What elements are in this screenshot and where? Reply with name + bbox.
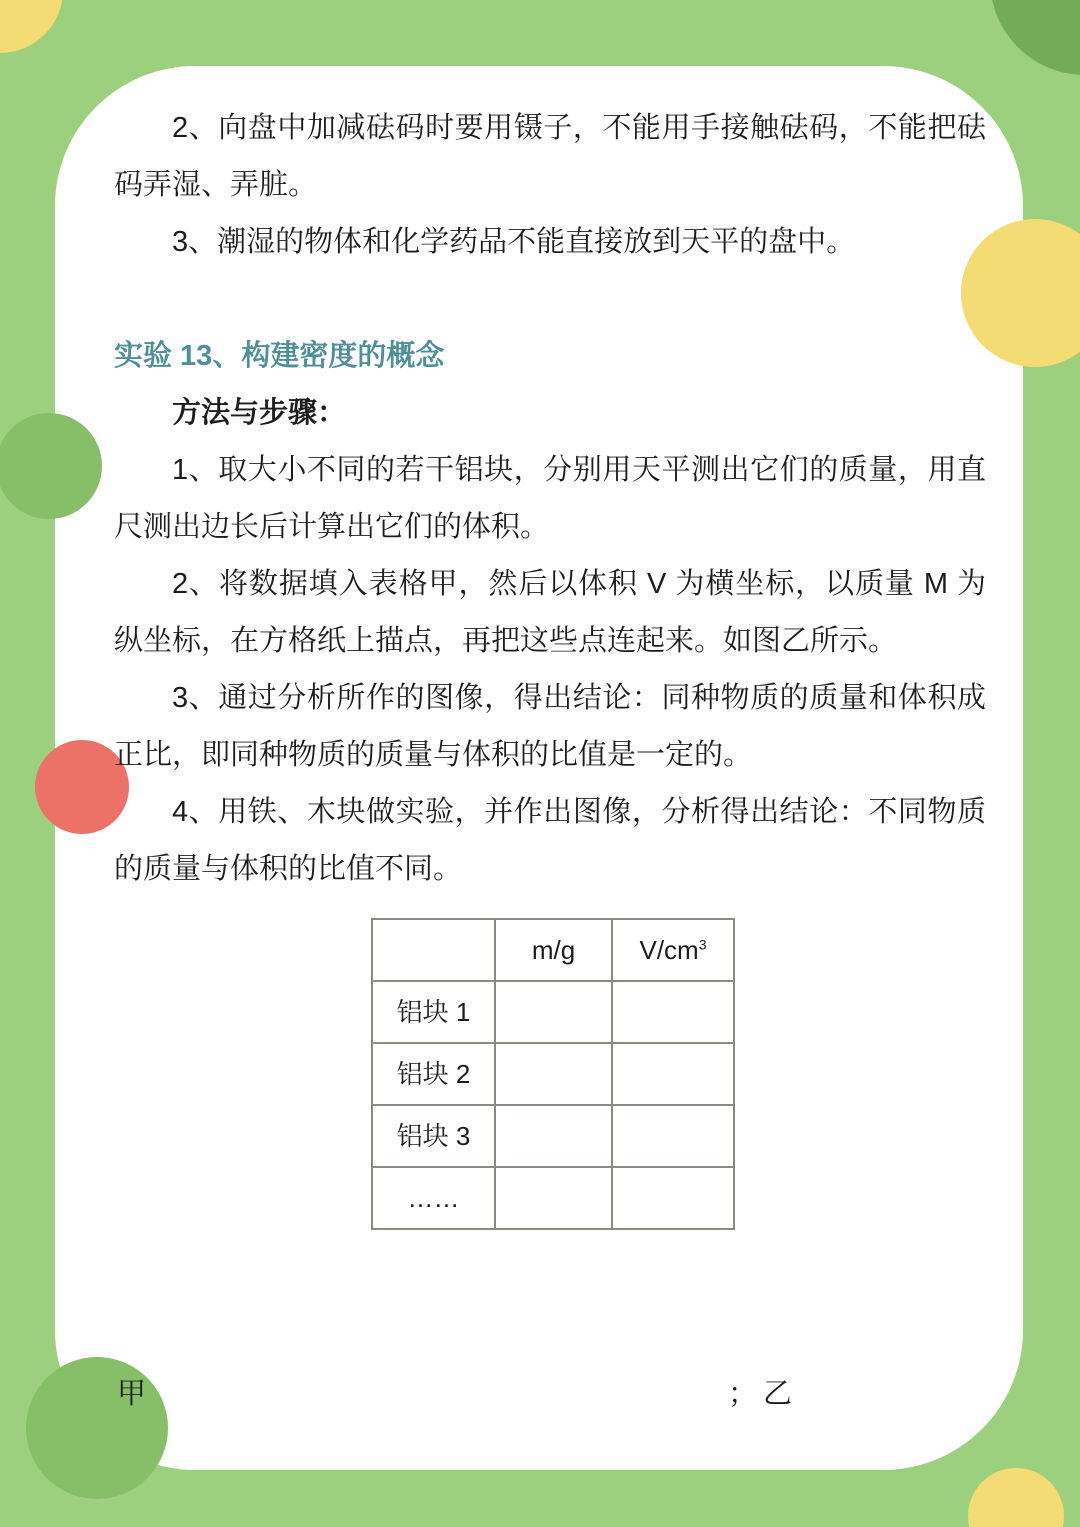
subheading-methods-steps: 方法与步骤： [172, 397, 347, 429]
decorative-circle-bottom-right-yellow [968, 1468, 1064, 1527]
table-row [372, 1105, 734, 1167]
table-row [372, 1043, 734, 1105]
column-header-volume-base: V/cm [639, 935, 699, 965]
paragraph-step-2: 2、将数据填入表格甲，然后以体积 V 为横坐标，以质量 M 为纵坐标，在方格纸上描点，再把这些点连起来。如图乙所示。 [114, 568, 986, 657]
data-table-jia [371, 918, 735, 1230]
empty-cell [612, 1105, 734, 1167]
experiment-13-heading: 实验 13、构建密度的概念 [114, 340, 445, 372]
row-label-aluminum-3: 铝块 3 [372, 1105, 495, 1167]
caption-label-jia: 甲 [117, 1378, 147, 1410]
paragraph-step-3: 3、通过分析所作的图像，得出结论：同种物质的质量和体积成正比，即同种物质的质量与体积的比值是一定的。 [114, 682, 986, 771]
table-row [372, 1167, 734, 1229]
document-content [114, 100, 986, 1423]
column-header-volume-exponent: 3 [698, 936, 707, 953]
empty-cell [612, 1043, 734, 1105]
caption-label-yi: 乙 [763, 1378, 793, 1410]
empty-cell [612, 981, 734, 1043]
decorative-circle-top-left-yellow [0, 0, 63, 53]
decorative-circle-top-right-green [990, 0, 1080, 75]
table-row [372, 981, 734, 1043]
paragraph-step-1: 1、取大小不同的若干铝块，分别用天平测出它们的质量，用直尺测出边长后计算出它们的体积。 [114, 454, 986, 543]
figure-caption-line [114, 1366, 986, 1423]
table-header-row [372, 919, 734, 981]
caption-semicolon: ； [728, 1378, 758, 1410]
empty-cell [495, 981, 612, 1043]
decorative-circle-left-green [0, 413, 102, 519]
row-label-aluminum-2: 铝块 2 [372, 1043, 495, 1105]
paragraph-balance-rule-3: 3、潮湿的物体和化学药品不能直接放到天平的盘中。 [172, 226, 856, 258]
empty-cell [495, 1105, 612, 1167]
column-header-mass: m/g [495, 919, 612, 981]
table-corner-cell [372, 919, 495, 981]
empty-cell [495, 1043, 612, 1105]
row-label-ellipsis: …… [372, 1167, 495, 1229]
column-header-volume [612, 919, 734, 981]
paragraph-step-4: 4、用铁、木块做实验，并作出图像，分析得出结论：不同物质的质量与体积的比值不同。 [114, 796, 986, 885]
empty-cell [495, 1167, 612, 1229]
empty-cell [612, 1167, 734, 1229]
paragraph-balance-rule-2: 2、向盘中加减砝码时要用镊子，不能用手接触砝码，不能把砝码弄湿、弄脏。 [114, 112, 986, 201]
row-label-aluminum-1: 铝块 1 [372, 981, 495, 1043]
